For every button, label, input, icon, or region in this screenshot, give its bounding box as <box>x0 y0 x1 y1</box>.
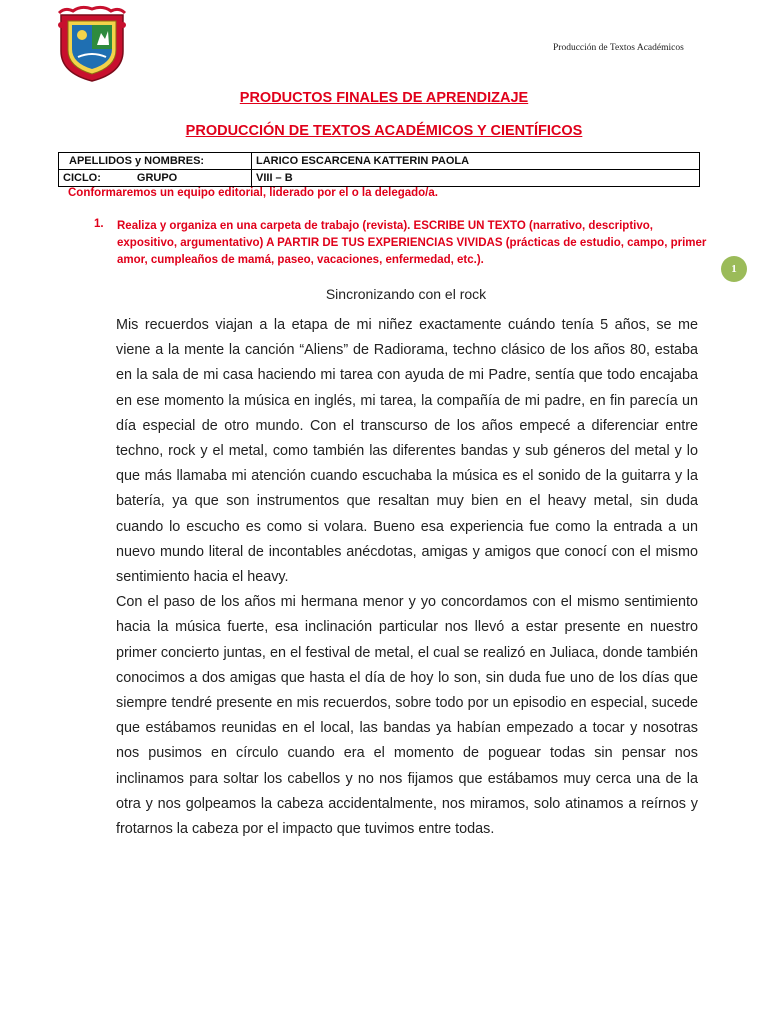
group-label: GRUPO <box>136 172 178 184</box>
name-label: APELLIDOS y NOMBRES: <box>59 153 252 170</box>
table-row <box>59 170 700 187</box>
page-number-badge: 1 <box>721 256 747 282</box>
cycle-label: CICLO: <box>63 172 101 184</box>
essay-body <box>116 313 698 842</box>
task-instructions: Realiza y organiza en una carpeta de trabajo (revista). ESCRIBE UN TEXTO (narrativo, descriptivo, expositivo, argumentativo) A PARTIR DE TUS EXPERIENCIAS VIVIDAS (prácticas de estudio, campo, primer amor, cumpleaños de mamá, paseo, vacaciones, enfermedad, etc.). <box>117 220 707 266</box>
cycle-group-label-cell <box>59 170 252 187</box>
university-coat-of-arms-logo <box>55 5 129 83</box>
student-info-table <box>58 152 700 187</box>
course-header-text: Producción de Textos Académicos <box>553 43 684 53</box>
task-number: 1. <box>94 218 104 230</box>
editorial-note: Conformaremos un equipo editorial, liderado por el o la delegado/a. <box>68 187 438 199</box>
essay-title: Sincronizando con el rock <box>325 286 487 302</box>
group-value: VIII – B <box>252 170 700 187</box>
name-value: LARICO ESCARCENA KATTERIN PAOLA <box>252 153 700 170</box>
document-title: PRODUCTOS FINALES DE APRENDIZAJE <box>239 90 529 106</box>
essay-paragraph: Mis recuerdos viajan a la etapa de mi niñez exactamente cuándo tenía 5 años, se me viene a la mente la canción “Aliens” de Radiorama, techno clásico de los años 80, estaba en la sala de mi casa haciendo mi tarea con ayuda de mi Padre, sentía que todo encajaba en ese momento la música en inglés, mi tarea, la compañía de mi padre, en fin parecía un día especial de otro mundo. Con el transcurso de los años empecé a diferenciar entre techno, rock y el metal, como también las diferentes bandas y sub géneros del metal y lo que más llamaba mi atención cuando escuchaba la música es el sonido de la guitarra y la batería, ya que son instrumentos que resaltan muy bien en el heavy metal, sin duda cuando lo escucho es como si volara. Bueno esa experiencia fue como la entrada a un nuevo mundo literal de incontables anécdotas, amigas y amigos que conocí con el mismo sentimiento hacia el heavy. <box>116 317 698 586</box>
document-subtitle: PRODUCCIÓN DE TEXTOS ACADÉMICOS Y CIENTÍFICOS <box>185 123 583 139</box>
table-row <box>59 153 700 170</box>
essay-paragraph: Con el paso de los años mi hermana menor y yo concordamos con el mismo sentimiento hacia la música fuerte, esa inclinación particular nos llevó a estar presente en nuestro primer concierto juntas, en el festival de metal, el cual se realizó en Juliaca, donde también conocimos a dos amigas que hasta el día de hoy lo son, sin duda fue uno de los días que siempre tendré presente en mis recuerdos, sobre todo por un episodio en especial, sucede que estábamos reunidas en el local, las bandas ya habían empezado a tocar y nosotras nos pusimos en círculo cuando era el momento de poguear todas sin pensar nos inclinamos para soltar los cabellos y no nos fijamos que estábamos muy cerca una de la otra y nos golpeamos la cabeza accidentalmente, nos miramos, solo atinamos a reírnos y frotarnos la cabeza por el impacto que tuvimos entre todas. <box>116 594 698 838</box>
